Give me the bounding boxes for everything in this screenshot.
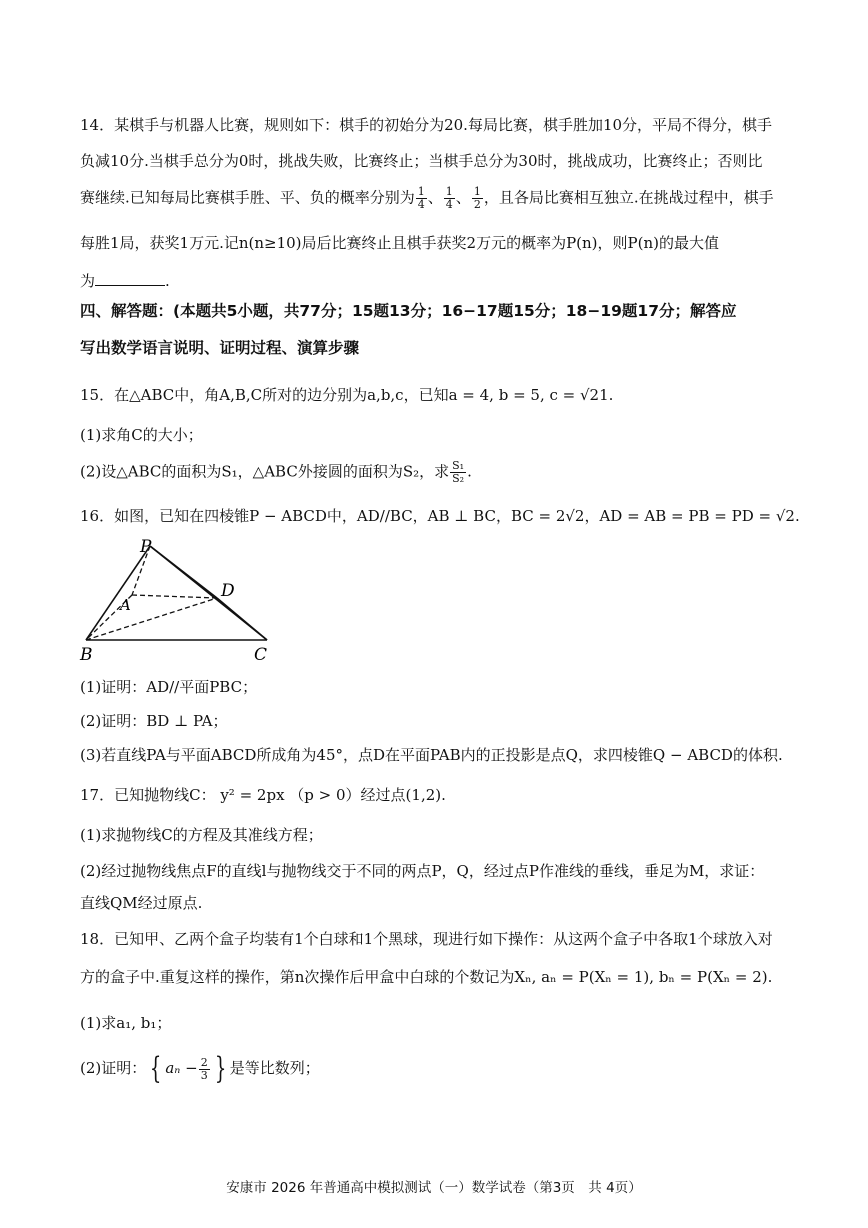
pyramid-figure	[70, 532, 290, 666]
label-b: B	[80, 645, 93, 665]
answer-blank	[95, 271, 165, 286]
q15-line-1: 15．在△ABC中，角A,B,C所对的边分别为a,b,c，已知a = 4, b = 5, c = √21.	[80, 386, 614, 404]
left-brace: {	[150, 1051, 162, 1086]
q18-part-2	[80, 1051, 320, 1086]
section-4-heading-line-2: 写出数学语言说明、证明过程、演算步骤	[80, 339, 360, 357]
q14-line-5-text: 为	[80, 272, 96, 290]
label-a: A	[120, 596, 131, 614]
q18-line-1: 18．已知甲、乙两个盒子均装有1个白球和1个黑球，现进行如下操作：从这两个盒子中各取1个球放入对	[80, 930, 773, 948]
period: .	[165, 272, 170, 290]
fraction-two-thirds: $\frac{2}{3}$	[200, 1055, 208, 1082]
label-p: P	[140, 537, 152, 557]
q14-line-5	[80, 270, 170, 292]
q18-part-2-text: (2)证明：	[80, 1059, 147, 1077]
page-footer: 安康市 2026 年普通高中模拟测试（一）数学试卷（第3页 共 4页）	[226, 1180, 642, 1196]
q15-part-1: (1)求角C的大小；	[80, 426, 203, 444]
q16-part-1: (1)证明：AD//平面PBC；	[80, 678, 258, 696]
q14-line-4: 每胜1局，获奖1万元.记n(n≥10)局后比赛终止且棋手获奖2万元的概率为P(n)，则P(n)的最大值	[80, 234, 719, 252]
sequence-term: aₙ −	[165, 1059, 198, 1077]
q18-line-2: 方的盒子中.重复这样的操作，第n次操作后甲盒中白球的个数记为Xₙ, aₙ = P(Xₙ = 1), bₙ = P(Xₙ = 2).	[80, 968, 773, 986]
q14-line-1: 14．某棋手与机器人比赛，规则如下：棋手的初始分为20.每局比赛，棋手胜加10分，平局不得分，棋手	[80, 116, 773, 134]
q17-part-2-line-2: 直线QM经过原点.	[80, 894, 203, 912]
q14-line-3-text-b: ，且各局比赛相互独立.在挑战过程中，棋手	[483, 188, 774, 207]
separator: 、	[455, 188, 471, 207]
section-4-heading-line-1: 四、解答题：(本题共5小题，共77分；15题13分；16−17题15分；18−19题17分；解答应	[80, 302, 737, 320]
q14-line-3	[80, 186, 774, 211]
q17-part-2-line-1: (2)经过抛物线焦点F的直线l与抛物线交于不同的两点P，Q，经过点P作准线的垂线，垂足为M，求证：	[80, 862, 765, 880]
q15-part-2-text: (2)设△ABC的面积为S₁，△ABC外接圆的面积为S₂，求	[80, 462, 450, 481]
fraction-quarter-1: $\frac{1}{4}$	[417, 185, 425, 211]
period: .	[467, 462, 472, 481]
fraction-quarter-2: $\frac{1}{4}$	[445, 185, 453, 211]
q15-part-2	[80, 460, 472, 485]
q14-line-2: 负减10分.当棋手总分为0时，挑战失败，比赛终止；当棋手总分为30时，挑战成功，比赛终止；否则比	[80, 152, 763, 170]
fraction-s1-s2: $\frac{\text{S₁}}{\text{S₂}}$	[452, 459, 465, 485]
q16-part-2: (2)证明：BD ⊥ PA；	[80, 712, 228, 730]
q17-part-1: (1)求抛物线C的方程及其准线方程；	[80, 826, 323, 844]
q14-line-3-text-a: 赛继续.已知每局比赛棋手胜、平、负的概率分别为	[80, 188, 415, 207]
label-c: C	[254, 645, 268, 665]
q17-line-1: 17．已知抛物线C： y² = 2px （p > 0）经过点(1,2).	[80, 786, 446, 804]
fraction-half: $\frac{1}{2}$	[473, 185, 481, 211]
q18-part-2-tail: 是等比数列；	[229, 1059, 320, 1077]
label-d: D	[221, 581, 235, 601]
right-brace: }	[214, 1051, 226, 1086]
q18-part-1: (1)求a₁, b₁；	[80, 1014, 172, 1032]
separator: 、	[427, 188, 443, 207]
q16-part-3: (3)若直线PA与平面ABCD所成角为45°，点D在平面PAB内的正投影是点Q，求四棱锥Q − ABCD的体积.	[80, 746, 783, 764]
q16-line-1: 16．如图，已知在四棱锥P − ABCD中，AD//BC，AB ⊥ BC，BC = 2√2，AD = AB = PB = PD = √2.	[80, 507, 800, 525]
